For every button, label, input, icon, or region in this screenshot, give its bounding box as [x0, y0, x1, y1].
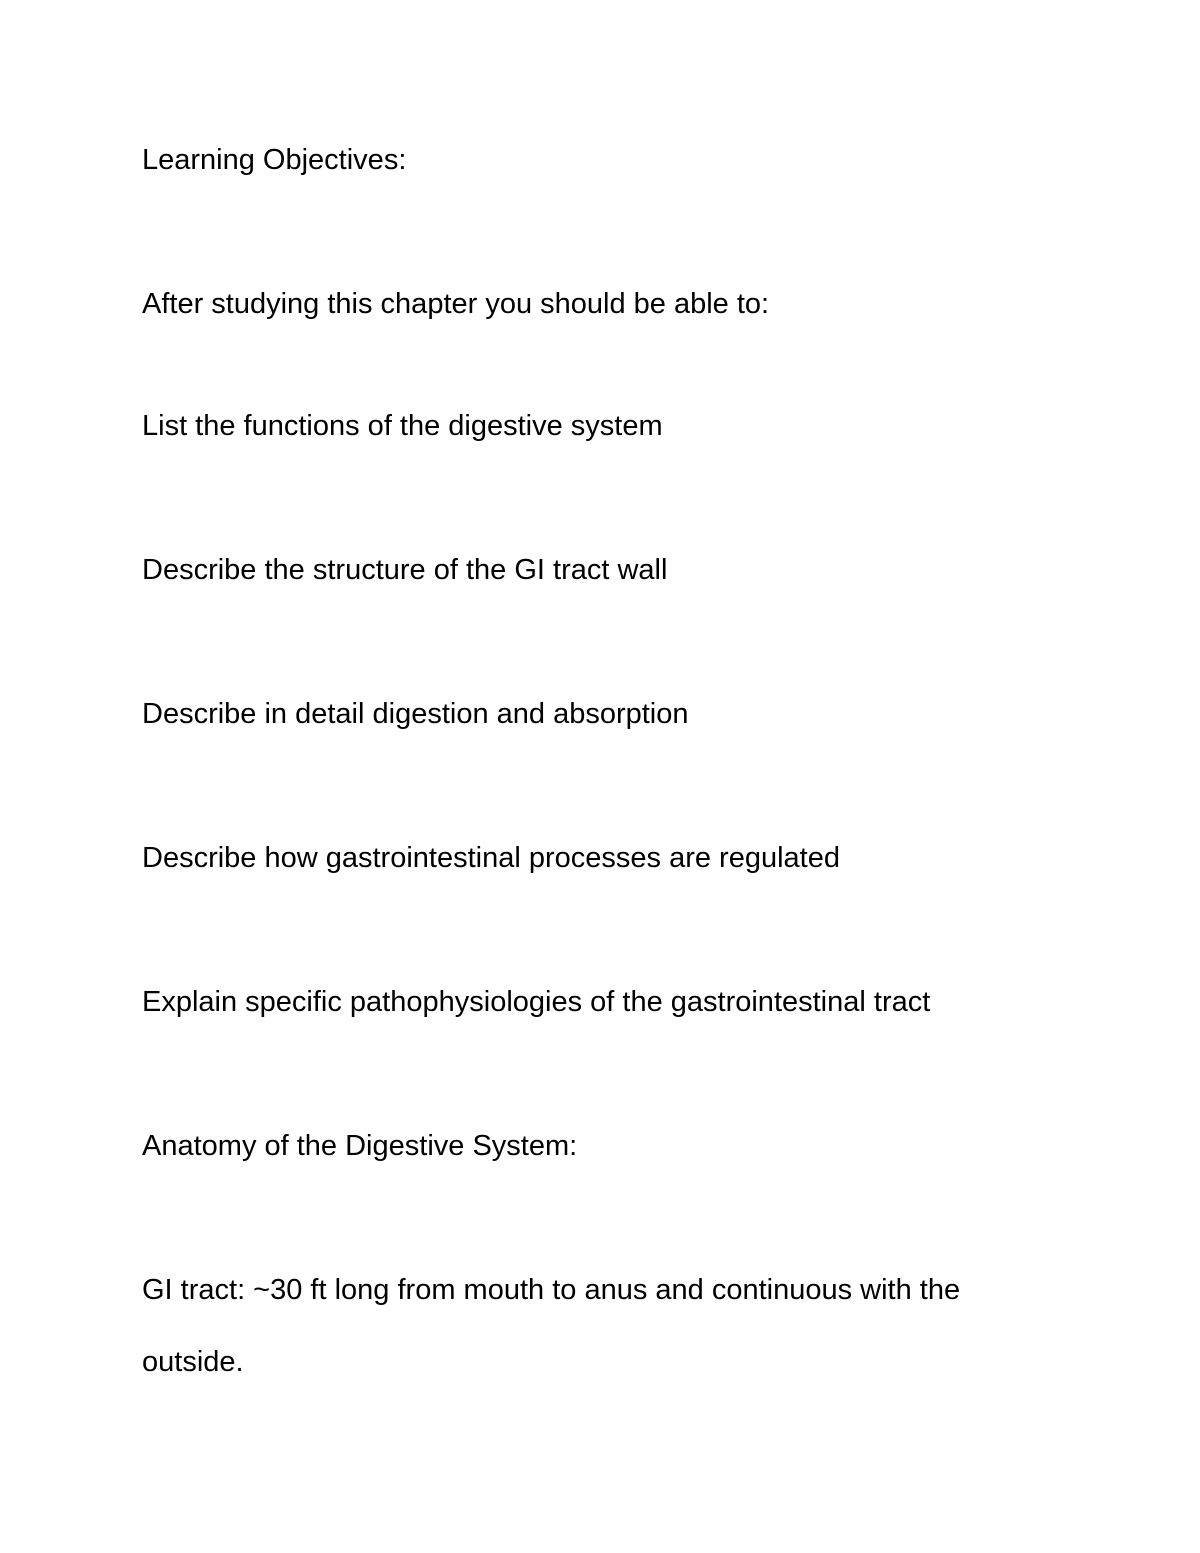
intro-text: After studying this chapter you should be able to: — [142, 288, 770, 320]
body-text: GI tract: ~30 ft long from mouth to anus and continuous with the — [142, 1274, 961, 1306]
body-text-continuation: outside. — [142, 1346, 244, 1378]
objective-item: Describe in detail digestion and absorption — [142, 698, 689, 730]
objective-item: Describe how gastrointestinal processes are regulated — [142, 842, 840, 874]
objective-item: List the functions of the digestive system — [142, 410, 663, 442]
objective-item: Describe the structure of the GI tract wall — [142, 554, 668, 586]
section-heading-anatomy: Anatomy of the Digestive System: — [142, 1130, 578, 1162]
section-heading-learning-objectives: Learning Objectives: — [142, 144, 407, 176]
objective-item: Explain specific pathophysiologies of the gastrointestinal tract — [142, 986, 931, 1018]
